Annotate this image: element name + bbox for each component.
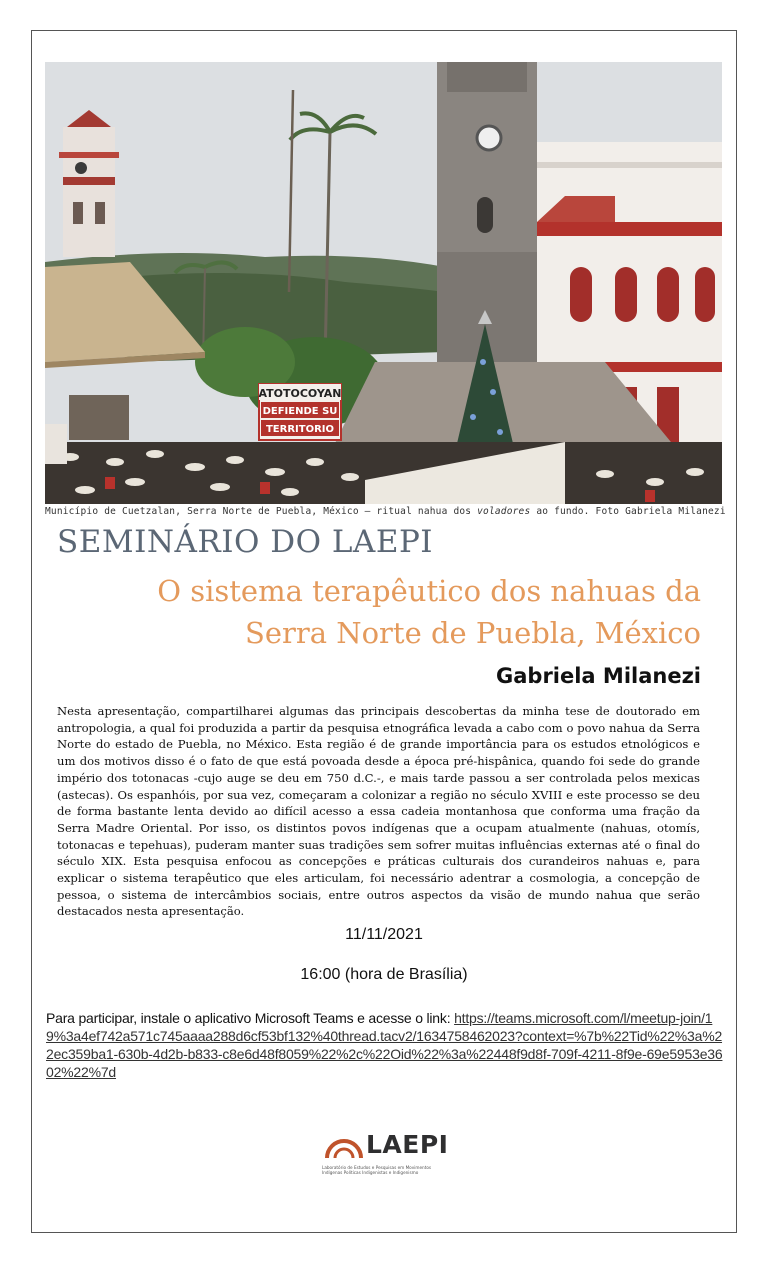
banner-line-2: DEFIENDE SU xyxy=(262,406,338,417)
laepi-logo xyxy=(322,1130,449,1180)
talk-title xyxy=(61,570,701,654)
talk-title-line-2: Serra Norte de Puebla, México xyxy=(244,616,701,650)
caption-italic: voladores xyxy=(477,506,531,517)
logo-subtitle: Laboratório de Estudos e Pesquisas em Movimentos Indígenas Políticas Indigenistas e Indigenismo xyxy=(322,1165,432,1175)
photo-caption xyxy=(45,506,726,517)
talk-abstract: Nesta apresentação, compartilharei algumas das principais descobertas da minha tese de doutorado em antropologia, a qual foi produzida a partir da pesquisa etnográfica levada a cabo com o povo nahua da Serra Norte do estado de Puebla, no México. Esta região é de grande importância para os estudos etnológicos e um dos motivos disso é o fato de que está povoada desde a época pré-hispânica, quando foi sede do grande império dos totonacas -cujo auge se deu em 750 d.C.-, e mais tarde passou a ser controlada pelos mexicas (astecas). Os espanhóis, por sua vez, começaram a colonizar a região no século XVIII e este processo se deu de forma bastante lenta devido ao difícil acesso a essa cadeia montanhosa que conforma uma fração da Serra Madre Oriental. Por isso, os distintos povos indígenas que a ocupam atualmente (nahuas, otomís, totonacas e tepehuas), puderam manter suas tradições sem sofrer muitas influências externas até o final do século XIX. Esta pesquisa enfocou as concepções e práticas culturais dos curandeiros nahuas e, para explicar o sistema terapêutico que eles articulam, foi necessário adentrar a cosmologia, a concepção de pessoa, o sistema de intercâmbios sociais, entre outros aspectos da visão de mundo nahua que serão destacados nesta apresentação. xyxy=(57,704,700,919)
event-date: 11/11/2021 xyxy=(345,926,423,943)
laepi-arch-icon xyxy=(324,1132,364,1162)
seminar-series-heading: SEMINÁRIO DO LAEPI xyxy=(57,524,434,560)
banner-line-3: TERRITORIO xyxy=(265,424,335,435)
caption-text: Município de Cuetzalan, Serra Norte de Puebla, México – ritual nahua dos xyxy=(45,506,478,517)
event-photo xyxy=(45,62,722,504)
banner-line-1: ATOTOCOYAN xyxy=(258,387,342,400)
teams-meeting-link[interactable]: https://teams.microsoft.com/l/meetup-join/19%3a4ef742a571c745aaaa288d6cf53bf132%40thread.tacv2/1634758462023?context=%7b%22Tid%22%3a%22ec359ba1-630b-4d2b-b833-c8e6d48f8059%22%2c%22Oid%22%3a%22448f9d8f-709f-4211-8f9e-69e5953e3602%22%7d xyxy=(46,1010,723,1080)
join-intro: Para participar, instale o aplicativo Microsoft Teams e acesse o link: xyxy=(46,1010,455,1026)
event-time: 16:00 (hora de Brasília) xyxy=(300,966,468,983)
logo-wordmark: LAEPI xyxy=(366,1130,449,1159)
speaker-name: Gabriela Milanezi xyxy=(496,664,701,688)
join-instructions xyxy=(46,1009,726,1081)
talk-title-line-1: O sistema terapêutico dos nahuas da xyxy=(157,574,701,608)
caption-credit: ao fundo. Foto Gabriela Milanezi xyxy=(530,506,726,517)
